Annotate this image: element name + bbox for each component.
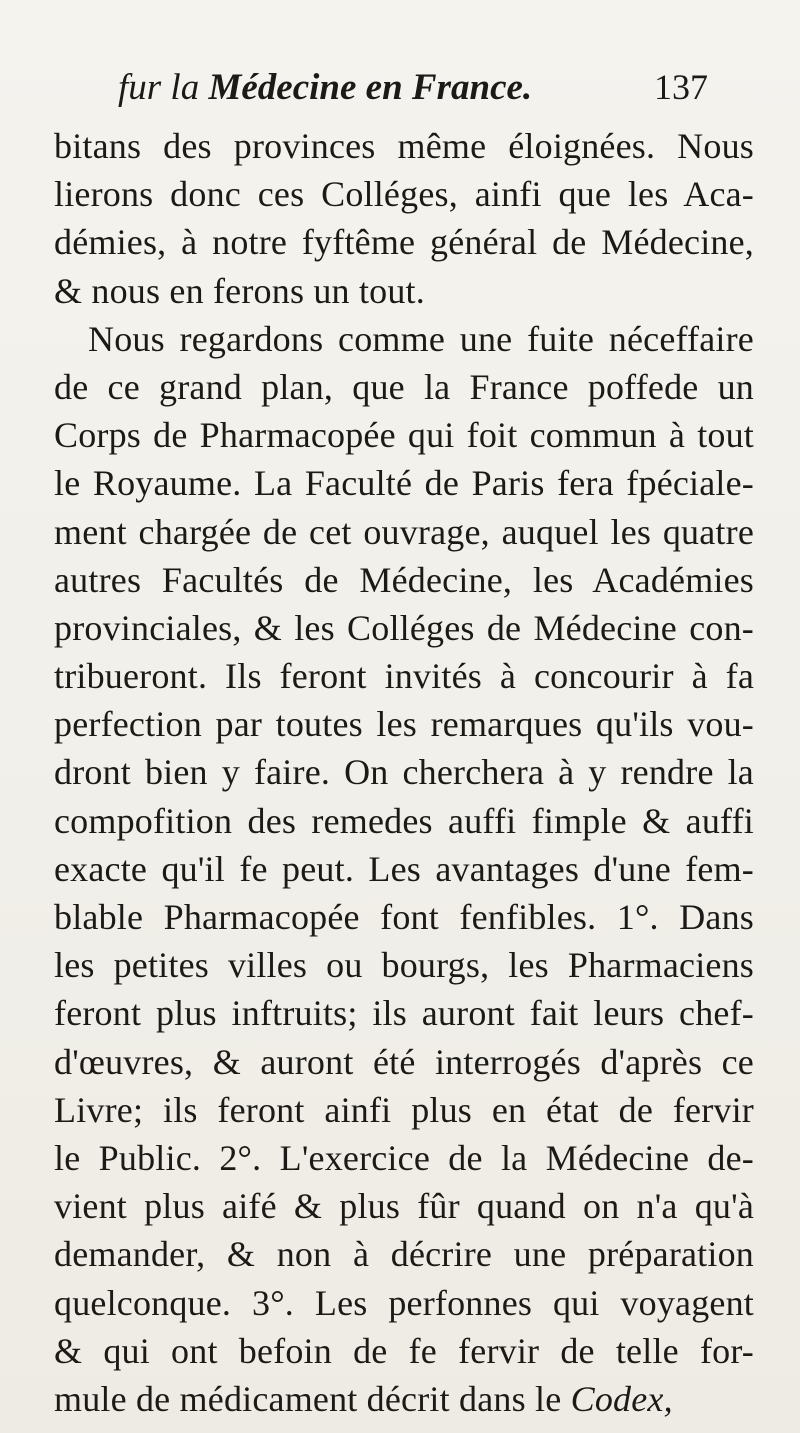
text-line: feront plus inftruits; ils auront fait leurs chef- [54, 993, 754, 1034]
codex-word: Codex, [570, 1378, 673, 1419]
text-line: vient plus aifé & plus fûr quand on n'a qu'à [54, 1186, 754, 1227]
text-line: exacte qu'il fe peut. Les avantages d'une fem- [54, 848, 754, 889]
text-line: d'œuvres, & auront été interrogés d'après ce [54, 1041, 754, 1082]
running-head-prefix: fur la [118, 67, 209, 108]
text-line: dront bien y faire. On cherchera à y rendre la [54, 752, 754, 793]
text-line: Livre; ils feront ainfi plus en état de fervir [54, 1089, 754, 1130]
text-line: Corps de Pharmacopée qui foit commun à tout [54, 415, 754, 456]
text-line: le Public. 2°. L'exercice de la Médecine de- [54, 1137, 754, 1178]
running-head-bold: Médecine en France. [208, 67, 533, 108]
text-line: bitans des provinces même éloignées. Nous [54, 126, 754, 166]
text-line-final-main: mule de médicament décrit dans le [54, 1378, 562, 1419]
text-line: autres Facultés de Médecine, les Académies [54, 559, 754, 600]
text-line: blable Pharmacopée font fenfibles. 1°. Dans [54, 897, 754, 937]
text-line: de ce grand plan, que la France poffede un [54, 366, 754, 407]
text-line: perfection par toutes les remarques qu'ils vou- [54, 704, 754, 745]
body-text [54, 122, 754, 1423]
page-number: 137 [654, 67, 708, 107]
text-line: compofition des remedes auffi fimple & auffi [54, 800, 754, 841]
text-line: provinciales, & les Colléges de Médecine con- [54, 607, 754, 648]
text-line: quelconque. 3°. Les perfonnes qui voyagent [54, 1282, 754, 1323]
text-line: ment chargée de cet ouvrage, auquel les quatre [54, 511, 754, 552]
text-line: lierons donc ces Colléges, ainfi que les Aca- [54, 174, 754, 215]
text-line: démies, à notre fyftême général de Médecine, [54, 222, 754, 263]
text-line: demander, & non à décrire une préparation [54, 1234, 754, 1275]
running-head [118, 66, 708, 116]
text-line: le Royaume. La Faculté de Paris fera fpéciale- [54, 463, 754, 504]
text-line: & qui ont befoin de fe fervir de telle for- [54, 1330, 754, 1371]
text-line: & nous en ferons un tout. [54, 270, 425, 311]
text-line: les petites villes ou bourgs, les Pharmaciens [54, 945, 754, 986]
text-line: tribueront. Ils feront invités à concourir à fa [54, 656, 754, 697]
text-line-final [54, 1375, 754, 1423]
text-line: Nous regardons comme une fuite néceffaire [88, 318, 754, 359]
running-head-title [118, 66, 532, 109]
